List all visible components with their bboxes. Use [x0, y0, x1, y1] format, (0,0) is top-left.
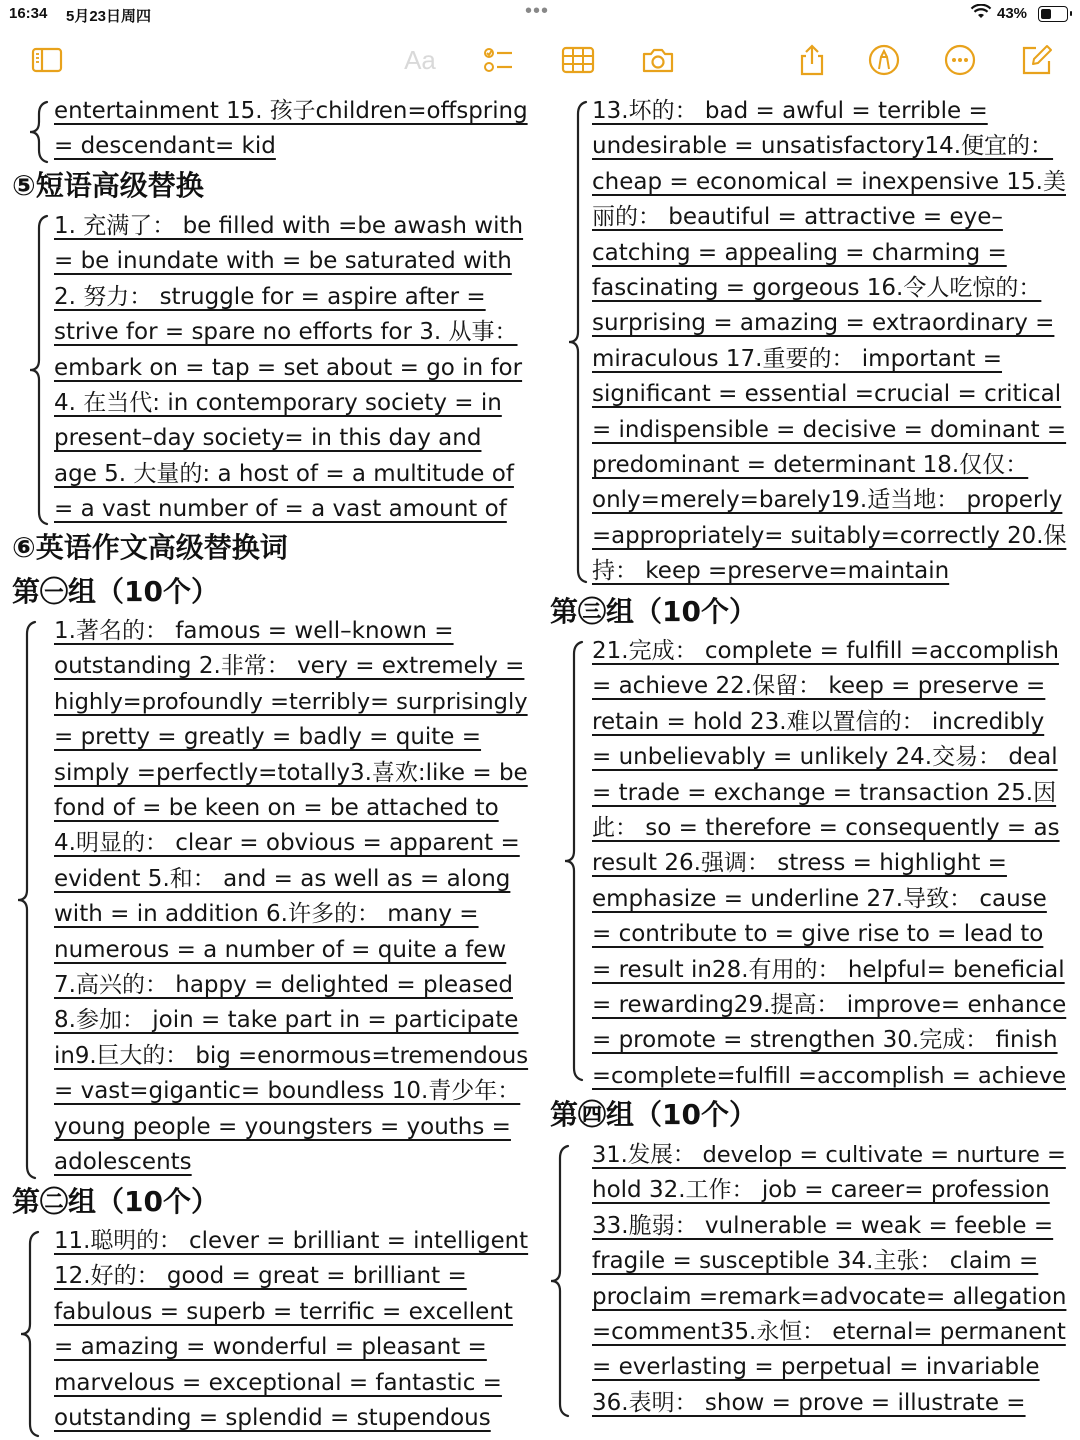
brace-section5 [27, 214, 51, 526]
note-line: 31.发展： develop = cultivate = nurture = [592, 1142, 1066, 1168]
note-line: proclaim =remark=advocate= allegation [592, 1283, 1067, 1310]
note-line: 1.著名的： famous = well–known = [54, 618, 454, 644]
note-line: highly=profoundly =terribly= surprisingly [54, 688, 528, 715]
brace-group3 [562, 640, 586, 1082]
section-heading-phrases: ⑤短语高级替换 [12, 169, 204, 202]
markup-pen-icon[interactable] [864, 40, 904, 80]
sidebar-toggle-icon[interactable] [27, 40, 67, 80]
note-line: 1. 充满了： be filled with =be awash with [54, 213, 524, 239]
note-line: 8.参加： join = take part in = participate [54, 1007, 519, 1034]
note-line: = indispensible = decisive = dominant = [592, 416, 1067, 443]
note-line: = pretty = greatly = badly = quite = [54, 724, 482, 751]
note-line: = achieve 22.保留： keep = preserve = [592, 673, 1046, 700]
note-line: outstanding = splendid = stupendous [54, 1405, 491, 1431]
table-icon[interactable] [558, 40, 598, 80]
text-format-label: Aa [404, 44, 436, 75]
notes-toolbar [0, 40, 1080, 84]
group-heading-4: 第㊃组（10个） [550, 1098, 757, 1131]
brace-right-top [566, 100, 590, 584]
brace-section0 [27, 100, 51, 164]
group-heading-1: 第㊀组（10个） [12, 575, 219, 608]
note-line: fragile = susceptible 34.主张： claim = [592, 1248, 1039, 1275]
note-line: fond of = be keen on = be attached to [54, 795, 499, 821]
battery-icon [1038, 6, 1068, 22]
wifi-icon [970, 4, 992, 24]
section-heading-vocab: ⑥英语作文高级替换词 [12, 531, 288, 564]
note-line: undesirable = unsatisfactory14.便宜的： [592, 133, 1054, 160]
note-line: 13.坏的： bad = awful = terrible = [592, 98, 988, 124]
note-line: strive for = spare no efforts for 3. 从事： [54, 319, 518, 346]
checklist-icon[interactable] [478, 40, 518, 80]
note-line: fascinating = gorgeous 16.令人吃惊的： [592, 275, 1042, 301]
status-bar [0, 0, 1080, 28]
share-icon[interactable] [792, 40, 832, 80]
note-line: = amazing = wonderful = pleasant = [54, 1334, 487, 1361]
note-line: miraculous 17.重要的： important = [592, 345, 1003, 372]
note-line: evident 5.和： and = as well as = along [54, 865, 511, 892]
note-line: emphasize = underline 27.导致： cause [592, 885, 1047, 912]
battery-percent: 43% [997, 5, 1028, 22]
note-line: = everlasting = perpetual = invariable [592, 1354, 1040, 1381]
note-line: result 26.强调： stress = highlight = [592, 850, 1007, 877]
note-line: = vast=gigantic= boundless 10.青少年： [54, 1078, 521, 1105]
note-line: = trade = exchange = transaction 25.因 [592, 779, 1057, 806]
note-line: 11.聪明的： clever = brilliant = intelligent [54, 1228, 529, 1254]
note-line: retain = hold 23.难以置信的： incredibly [592, 708, 1045, 735]
note-line: predominant = determinant 18.仅仅： [592, 452, 1029, 478]
note-line: =complete=fulfill =accomplish = achieve [592, 1062, 1067, 1089]
status-time: 16:34 [9, 5, 48, 22]
brace-group2 [18, 1230, 42, 1438]
note-line: age 5. 大量的: a host of = a multitude of [54, 460, 514, 487]
note-line: only=merely=barely19.适当地： properly [592, 487, 1063, 514]
note-line: present–day society= in this day and [54, 425, 482, 452]
note-line: = a vast number of = a vast amount of [54, 496, 507, 523]
note-line: adolescents [54, 1149, 192, 1175]
multitasking-dots-icon[interactable]: ••• [525, 0, 550, 22]
camera-icon[interactable] [638, 40, 678, 80]
note-line: significant = essential =crucial = critical [592, 381, 1062, 408]
note-line: 丽的： beautiful = attractive = eye– [592, 204, 1003, 231]
note-line: numerous = a number of = quite a few [54, 936, 507, 963]
note-line: = rewarding29.提高： improve= enhance [592, 992, 1067, 1018]
note-line: 7.高兴的： happy = delighted = pleased [54, 972, 513, 998]
note-line: simply =perfectly=totally3.喜欢:like = be [54, 759, 528, 786]
note-line: = contribute to = give rise to = lead to [592, 921, 1044, 948]
brace-group1 [15, 620, 39, 1180]
note-line: hold 32.工作： job = career= profession [592, 1177, 1050, 1204]
note-line: = promote = strengthen 30.完成： finish [592, 1027, 1058, 1054]
note-line: surprising = amazing = extraordinary = [592, 310, 1055, 337]
note-line: 持： keep =preserve=maintain [592, 558, 950, 585]
note-line: =comment35.永恒： eternal= permanent [592, 1319, 1066, 1345]
note-line: embark on = tap = set about = go in for [54, 354, 523, 381]
note-line: 2. 努力： struggle for = aspire after = [54, 283, 486, 310]
text-format-button[interactable] [400, 40, 440, 80]
group-heading-2: 第㊁组（10个） [12, 1185, 219, 1218]
note-line: marvelous = exceptional = fantastic = [54, 1369, 502, 1396]
note-line: with = in addition 6.许多的： many = [54, 901, 479, 928]
note-line: cheap = economical = inexpensive 15.美 [592, 168, 1066, 195]
note-line: fabulous = superb = terrific = excellent [54, 1298, 513, 1325]
new-note-icon[interactable] [1016, 40, 1056, 80]
note-line: = result in28.有用的： helpful= beneficial [592, 956, 1065, 983]
status-date: 5月23日周四 [66, 8, 152, 25]
note-line: = be inundate with = be saturated with [54, 248, 512, 275]
note-line: catching = appealing = charming = [592, 239, 1007, 266]
note-line: 12.好的： good = great = brilliant = [54, 1263, 467, 1290]
note-line: in9.巨大的： big =enormous=tremendous [54, 1042, 529, 1069]
note-line: young people = youngsters = youths = [54, 1113, 511, 1140]
note-line: outstanding 2.非常： very = extremely = [54, 653, 525, 680]
more-options-icon[interactable] [940, 40, 980, 80]
note-line: 33.脆弱： vulnerable = weak = feeble = [592, 1212, 1054, 1239]
note-line: = descendant= kid [54, 133, 276, 160]
note-line: 4.明显的： clear = obvious = apparent = [54, 830, 520, 857]
note-line: = unbelievably = unlikely 24.交易： deal [592, 744, 1058, 771]
note-line: 36.表明： show = prove = illustrate = [592, 1389, 1026, 1416]
group-heading-3: 第㊂组（10个） [550, 595, 757, 628]
note-line: 此： so = therefore = consequently = as [592, 815, 1060, 841]
note-line: 4. 在当代: in contemporary society = in [54, 390, 502, 416]
brace-group4 [548, 1144, 572, 1418]
note-line: 21.完成： complete = fulfill =accomplish [592, 638, 1059, 664]
note-line: =appropriately= suitably=correctly 20.保 [592, 522, 1067, 549]
note-line: entertainment 15. 孩子children=offspring [54, 98, 528, 124]
